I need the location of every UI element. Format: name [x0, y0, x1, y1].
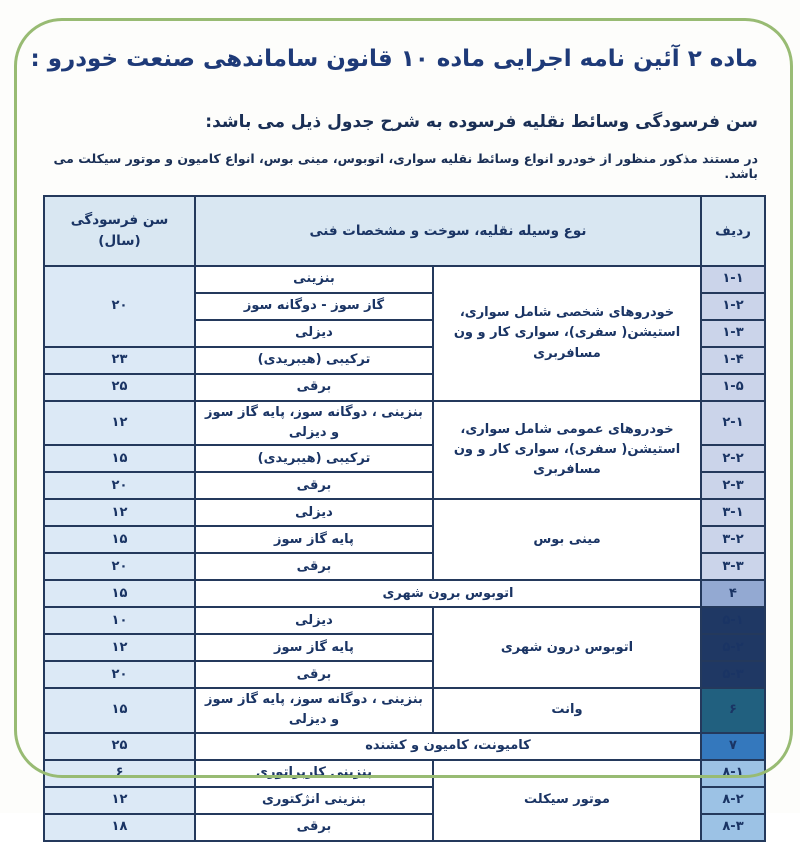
row-number-cell: ۲-۳	[701, 472, 765, 499]
age-cell: ۱۲	[44, 787, 195, 814]
fuel-cell: ترکیبی (هیبریدی)	[195, 445, 433, 472]
age-cell: ۱۸	[44, 814, 195, 841]
fuel-cell: دیزلی	[195, 320, 433, 347]
category-cell: اتوبوس برون شهری	[195, 580, 701, 607]
age-cell: ۲۰	[44, 266, 195, 347]
fuel-cell: بنزینی ، دوگانه سوز، پایه گاز سوز و دیزلی	[195, 401, 433, 445]
category-cell: اتوبوس درون شهری	[433, 607, 701, 688]
fuel-cell: گاز سوز - دوگانه سوز	[195, 293, 433, 320]
table-row	[44, 266, 765, 293]
table-row	[44, 688, 765, 732]
age-cell: ۲۰	[44, 661, 195, 688]
row-number-cell: ۸-۱	[701, 760, 765, 787]
table-row	[44, 760, 765, 787]
table-row	[44, 499, 765, 526]
age-cell: ۱۲	[44, 499, 195, 526]
header-cell-vehicle-type: نوع وسیله نقلیه، سوخت و مشخصات فنی	[195, 196, 701, 266]
category-cell: خودروهای شخصی شامل سواری، استیشن( سفری)، سواری کار و ون مسافربری	[433, 266, 701, 401]
age-cell: ۱۵	[44, 445, 195, 472]
row-number-cell: ۷	[701, 733, 765, 760]
fuel-cell: پایه گاز سوز	[195, 526, 433, 553]
row-number-cell: ۲-۱	[701, 401, 765, 445]
row-number-cell: ۵-۱	[701, 607, 765, 634]
fuel-cell: دیزلی	[195, 607, 433, 634]
fuel-cell: برقی	[195, 374, 433, 401]
row-number-cell: ۱-۵	[701, 374, 765, 401]
fuel-cell: بنزینی انژکتوری	[195, 787, 433, 814]
age-cell: ۱۵	[44, 688, 195, 732]
age-cell: ۲۰	[44, 472, 195, 499]
header-cell-age: سن فرسودگی (سال)	[44, 196, 195, 266]
row-number-cell: ۳-۳	[701, 553, 765, 580]
row-number-cell: ۵-۳	[701, 661, 765, 688]
fuel-cell: برقی	[195, 472, 433, 499]
age-cell: ۶	[44, 760, 195, 787]
age-cell: ۲۵	[44, 733, 195, 760]
fuel-cell: برقی	[195, 661, 433, 688]
row-number-cell: ۴	[701, 580, 765, 607]
row-number-cell: ۱-۳	[701, 320, 765, 347]
age-cell: ۱۵	[44, 526, 195, 553]
age-cell: ۱۲	[44, 401, 195, 445]
row-number-cell: ۳-۲	[701, 526, 765, 553]
fuel-cell: بنزینی	[195, 266, 433, 293]
category-cell: موتور سیکلت	[433, 760, 701, 841]
fuel-cell: بنزینی کاربراتوری	[195, 760, 433, 787]
row-number-cell: ۸-۲	[701, 787, 765, 814]
scrappage-age-table	[43, 195, 766, 842]
row-number-cell: ۱-۱	[701, 266, 765, 293]
category-cell: کامیونت، کامیون و کشنده	[195, 733, 701, 760]
page-subtitle: سن فرسودگی وسائط نقلیه فرسوده به شرح جدول ذیل می باشد:	[205, 112, 758, 132]
page-title: ماده ۲ آئین نامه اجرایی ماده ۱۰ قانون ساماندهی صنعت خودرو :	[30, 46, 758, 72]
row-number-cell: ۵-۲	[701, 634, 765, 661]
category-cell: خودروهای عمومی شامل سواری، استیشن( سفری)، سواری کار و ون مسافربری	[433, 401, 701, 499]
row-number-cell: ۲-۲	[701, 445, 765, 472]
header-cell-row-number: ردیف	[701, 196, 765, 266]
fuel-cell: پایه گاز سوز	[195, 634, 433, 661]
row-number-cell: ۶	[701, 688, 765, 732]
row-number-cell: ۸-۳	[701, 814, 765, 841]
age-cell: ۲۳	[44, 347, 195, 374]
table-row	[44, 607, 765, 634]
row-number-cell: ۳-۱	[701, 499, 765, 526]
age-cell: ۲۵	[44, 374, 195, 401]
fuel-cell: برقی	[195, 553, 433, 580]
table-row	[44, 733, 765, 760]
table-row	[44, 580, 765, 607]
category-cell: وانت	[433, 688, 701, 732]
category-cell: مینی بوس	[433, 499, 701, 580]
page-note: در مستند مذکور منظور از خودرو انواع وسائط نقلیه سواری، اتوبوس، مینی بوس، انواع کامیون و موتور سیکلت می باشد.	[53, 151, 758, 181]
age-cell: ۱۰	[44, 607, 195, 634]
fuel-cell: ترکیبی (هیبریدی)	[195, 347, 433, 374]
row-number-cell: ۱-۲	[701, 293, 765, 320]
fuel-cell: برقی	[195, 814, 433, 841]
age-cell: ۲۰	[44, 553, 195, 580]
row-number-cell: ۱-۴	[701, 347, 765, 374]
fuel-cell: بنزینی ، دوگانه سوز، پایه گاز سوز و دیزلی	[195, 688, 433, 732]
age-cell: ۱۲	[44, 634, 195, 661]
table-row	[44, 401, 765, 445]
table-header-row	[44, 196, 765, 266]
age-cell: ۱۵	[44, 580, 195, 607]
fuel-cell: دیزلی	[195, 499, 433, 526]
